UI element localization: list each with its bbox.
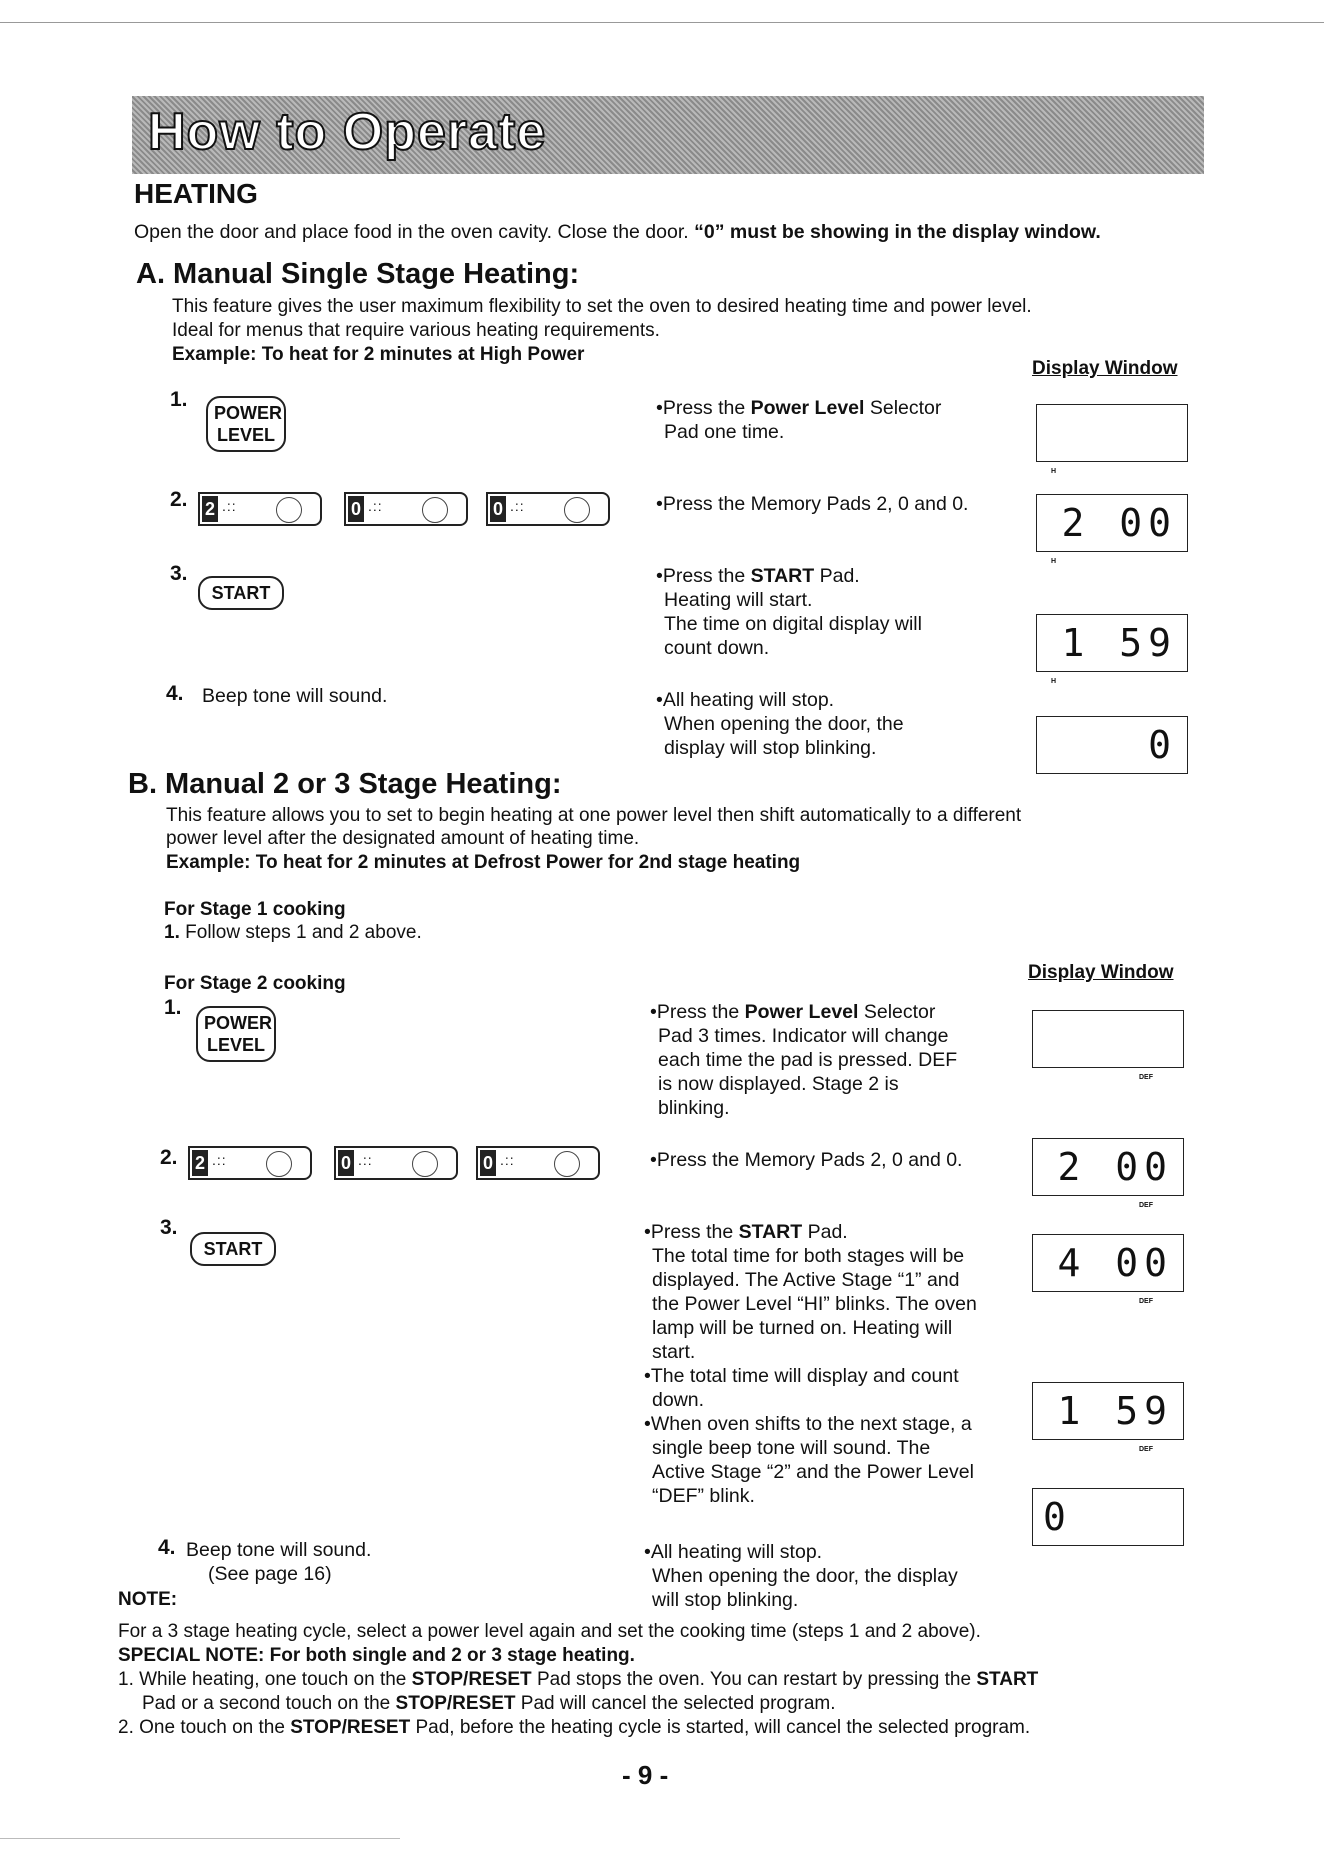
step-text: Beep tone will sound. [186, 1539, 372, 1561]
instruction: •Press the START Pad. Heating will start. The time on digital display will count down. [656, 565, 922, 659]
bottom-rule [0, 1838, 400, 1839]
display-window: 0 [1036, 716, 1188, 774]
memory-pad: 0 .:: [486, 492, 610, 526]
instruction: •All heating will stop. When opening the door, the display will stop blinking. [656, 689, 904, 759]
step-number: 1. [164, 996, 182, 1019]
heading-heating: HEATING [134, 178, 258, 209]
memory-pad: 0 .:: [334, 1146, 458, 1180]
special-note-item-1: 1. While heating, one touch on the STOP/RESET Pad stops the oven. You can restart by pressing the START [118, 1669, 1039, 1690]
display-window: H [1036, 404, 1188, 462]
step-number: 1. [170, 388, 188, 411]
instruction: •Press the Power Level Selector Pad one time. [656, 397, 942, 443]
banner-title: How to Operate [148, 103, 547, 161]
intro-text: Open the door and place food in the oven cavity. Close the door. [134, 221, 689, 243]
instruction: •Press the Power Level Selector Pad 3 times. Indicator will change each time the pad is pressed. DEF is now displayed. Stage 2 is blinking. [650, 1001, 958, 1119]
page-number: - 9 - [622, 1760, 669, 1790]
display-window-label: Display Window [1028, 962, 1174, 983]
special-note-title: SPECIAL NOTE: For both single and 2 or 3 stage heating. [118, 1645, 635, 1666]
instruction: •Press the Memory Pads 2, 0 and 0. [650, 1149, 963, 1171]
step-text-note: (See page 16) [208, 1563, 332, 1585]
display-window: 1 59 H [1036, 614, 1188, 672]
pad-label: POWER [214, 403, 283, 423]
section-b-desc1: This feature allows you to set to begin heating at one power level then shift automatically to a different [166, 805, 1022, 826]
start-pad: START [198, 576, 284, 610]
power-level-pad [206, 396, 286, 452]
instruction: •Press the Memory Pads 2, 0 and 0. [656, 493, 969, 515]
special-note-item-2: 2. One touch on the STOP/RESET Pad, before the heating cycle is started, will cancel the selected program. [118, 1717, 1031, 1738]
display-window: 2 00 DEF [1032, 1138, 1184, 1196]
section-a-title: A. Manual Single Stage Heating: [136, 258, 580, 290]
instruction: •All heating will stop. When opening the door, the display will stop blinking. [644, 1541, 958, 1611]
section-b-title: B. Manual 2 or 3 Stage Heating: [128, 768, 562, 800]
step-text: Beep tone will sound. [202, 685, 388, 707]
step-number: 2. [170, 488, 188, 511]
memory-pad: 2 .:: [198, 492, 322, 526]
memory-pad: 0 .:: [476, 1146, 600, 1180]
section-banner [132, 96, 1204, 174]
stage1-step: 1. Follow steps 1 and 2 above. [164, 922, 422, 943]
display-window: DEF [1032, 1010, 1184, 1068]
intro-bold: “0” must be showing in the display window. [694, 221, 1101, 243]
step-number: 4. [158, 1536, 176, 1559]
section-a-desc2: Ideal for menus that require various heating requirements. [172, 320, 660, 341]
display-window: 2 00 H [1036, 494, 1188, 552]
section-b-desc2: power level after the designated amount of heating time. [166, 828, 640, 849]
instruction: •Press the START Pad. The total time for both stages will be displayed. The Active Stage “1” and the Power Level “HI” blinks. The oven lamp will be turned on. Heating will start. •The total time will display and count down. •When oven shifts to the next stage, a single beep tone will sound. The Active Stage “2” and the Power Level “DEF” blink. [644, 1221, 977, 1507]
step-number: 4. [166, 682, 184, 705]
top-rule [0, 22, 1324, 23]
memory-pad: 2 .:: [188, 1146, 312, 1180]
heating-intro [134, 220, 1101, 244]
start-pad: START [190, 1232, 276, 1266]
stage2-title: For Stage 2 cooking [164, 973, 346, 994]
section-b-example: Example: To heat for 2 minutes at Defrost Power for 2nd stage heating [166, 852, 801, 873]
note-title: NOTE: [118, 1589, 178, 1610]
special-note-item-1-cont: Pad or a second touch on the STOP/RESET Pad will cancel the selected program. [142, 1693, 836, 1714]
step-number: 2. [160, 1146, 178, 1169]
display-window: 4 00 DEF [1032, 1234, 1184, 1292]
display-window-label: Display Window [1032, 358, 1178, 379]
display-window: 1 59 DEF [1032, 1382, 1184, 1440]
pad-label: LEVEL [216, 425, 275, 445]
stage1-title: For Stage 1 cooking [164, 899, 346, 920]
section-a-example: Example: To heat for 2 minutes at High Power [172, 344, 585, 365]
memory-pad: 0 .:: [344, 492, 468, 526]
step-number: 3. [160, 1216, 178, 1239]
step-number: 3. [170, 562, 188, 585]
power-level-pad: POWER LEVEL [196, 1006, 276, 1062]
display-window: 0 [1032, 1488, 1184, 1546]
note-text: For a 3 stage heating cycle, select a power level again and set the cooking time (steps 1 and 2 above). [118, 1621, 981, 1642]
section-a-desc1: This feature gives the user maximum flexibility to set the oven to desired heating time and power level. [172, 296, 1032, 317]
